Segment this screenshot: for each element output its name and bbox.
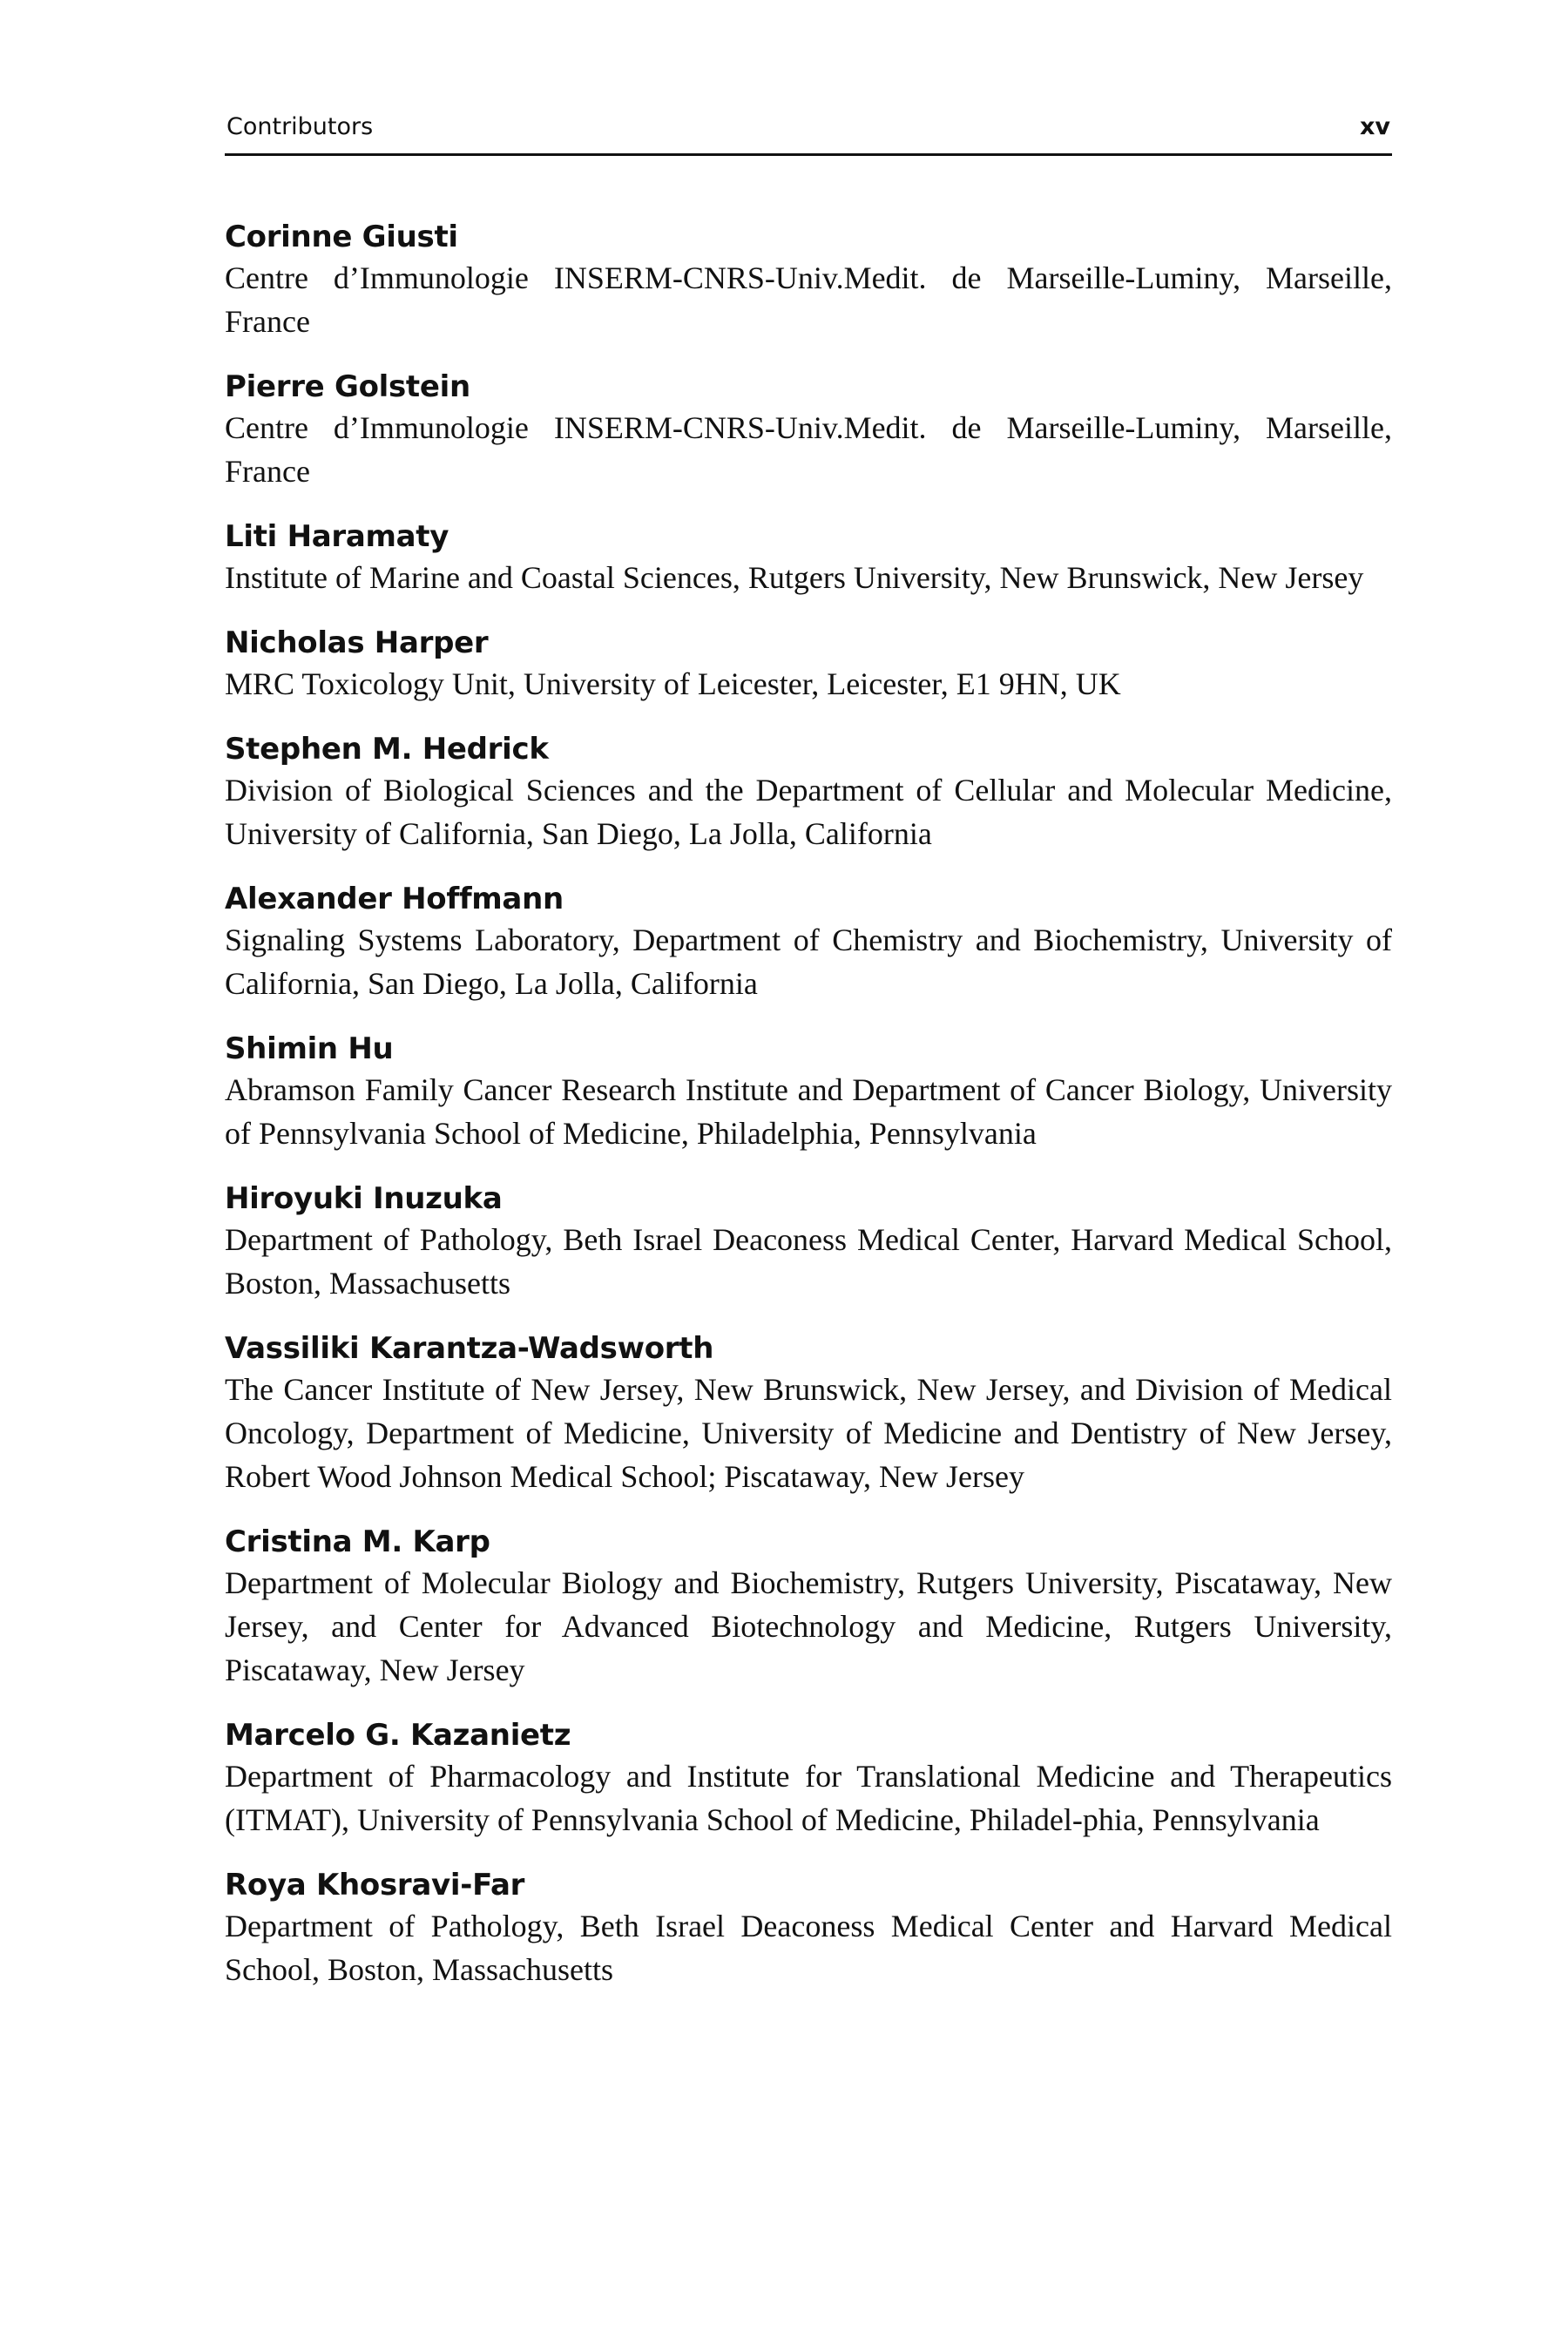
contributor-entry: [225, 368, 1392, 493]
contributor-affiliation: Centre d’Immunologie INSERM-CNRS-Univ.Medit. de Marseille-Luminy, Marseille, France: [225, 260, 1392, 339]
contributor-entry: [225, 218, 1392, 343]
contributor-affiliation: Institute of Marine and Coastal Sciences, Rutgers University, New Brunswick, New Jersey: [225, 560, 1364, 595]
contributor-name: Corinne Giusti: [225, 220, 458, 254]
contributor-entry: [225, 730, 1392, 855]
contributor-entry: [225, 1716, 1392, 1842]
contributor-name: Liti Haramaty: [225, 519, 449, 554]
running-head: [225, 112, 1392, 156]
contributor-entry: [225, 624, 1392, 706]
document-page: [225, 0, 1392, 2352]
contributor-name: Vassiliki Karantza-Wadsworth: [225, 1331, 714, 1366]
contributor-entry: [225, 1030, 1392, 1155]
contributor-entry: [225, 1329, 1392, 1498]
contributor-entry: [225, 1179, 1392, 1305]
contributor-affiliation: MRC Toxicology Unit, University of Leicester, Leicester, E1 9HN, UK: [225, 666, 1121, 701]
contributor-affiliation: Department of Pharmacology and Institute for Translational Medicine and Therapeutics (ITMAT), University of Pennsylvania School of Medicine, Philadel-phia, Pennsylvania: [225, 1759, 1392, 1837]
contributor-name: Marcelo G. Kazanietz: [225, 1718, 571, 1753]
contributor-name: Stephen M. Hedrick: [225, 732, 549, 767]
contributor-list: [225, 218, 1392, 2016]
contributor-affiliation: Abramson Family Cancer Research Institute and Department of Cancer Biology, University of Pennsylvania School of Medicine, Philadelphia, Pennsylvania: [225, 1072, 1392, 1151]
contributor-name: Nicholas Harper: [225, 625, 489, 660]
contributor-affiliation: Division of Biological Sciences and the Department of Cellular and Molecular Medicine, University of California, San Diego, La Jolla, California: [225, 773, 1392, 851]
contributor-affiliation: Centre d’Immunologie INSERM-CNRS-Univ.Medit. de Marseille-Luminy, Marseille, France: [225, 410, 1392, 489]
contributor-entry: [225, 1866, 1392, 1991]
running-head-section-title: Contributors: [226, 113, 374, 140]
contributor-affiliation: Signaling Systems Laboratory, Department of Chemistry and Biochemistry, University of California, San Diego, La Jolla, California: [225, 923, 1392, 1001]
contributor-entry: [225, 517, 1392, 599]
contributor-name: Alexander Hoffmann: [225, 882, 564, 916]
contributor-affiliation: Department of Pathology, Beth Israel Deaconess Medical Center, Harvard Medical School, Boston, Massachusetts: [225, 1222, 1392, 1301]
contributor-affiliation: Department of Molecular Biology and Biochemistry, Rutgers University, Piscataway, New Jersey, and Center for Advanced Biotechnology and Medicine, Rutgers University, Piscataway, New Jersey: [225, 1565, 1392, 1687]
contributor-name: Shimin Hu: [225, 1031, 394, 1066]
page-number: xv: [1359, 113, 1390, 140]
contributor-affiliation: Department of Pathology, Beth Israel Deaconess Medical Center and Harvard Medical School, Boston, Massachusetts: [225, 1909, 1392, 1987]
contributor-entry: [225, 880, 1392, 1005]
contributor-affiliation: The Cancer Institute of New Jersey, New Brunswick, New Jersey, and Division of Medical Oncology, Department of Medicine, University of Medicine and Dentistry of New Jersey, Robert Wood Johnson Medical School; Piscataway, New Jersey: [225, 1372, 1392, 1494]
contributor-name: Cristina M. Karp: [225, 1524, 490, 1559]
contributor-name: Pierre Golstein: [225, 369, 470, 404]
contributor-name: Hiroyuki Inuzuka: [225, 1181, 503, 1216]
contributor-name: Roya Khosravi-Far: [225, 1868, 525, 1903]
contributor-entry: [225, 1523, 1392, 1692]
